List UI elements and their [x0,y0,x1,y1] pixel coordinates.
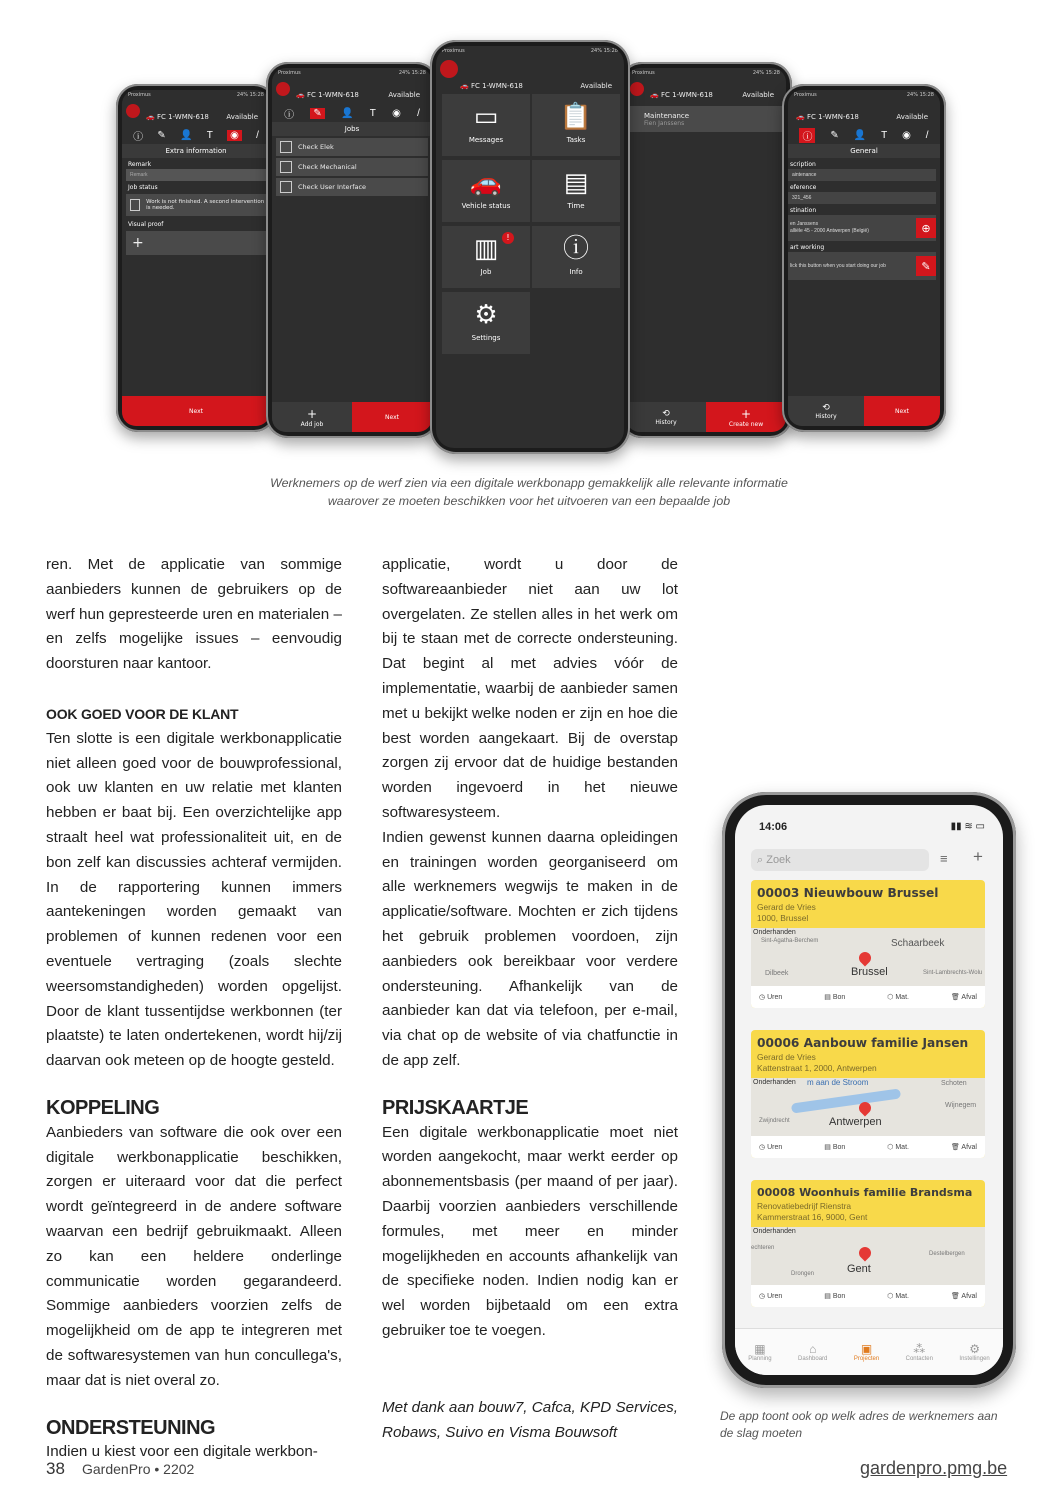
nav-dashboard[interactable]: ⌂ Dashboard [798,1342,828,1362]
camera-icon[interactable]: ◉ [227,130,242,141]
info-icon[interactable]: ⓘ [284,109,295,121]
app-header [272,82,432,104]
add-icon[interactable]: + [973,847,983,866]
user-icon[interactable]: 👤 [853,129,867,141]
people-icon: ⁂ [913,1342,926,1356]
camera-icon[interactable]: ◉ [902,129,911,141]
receipt-icon[interactable]: ▤ Bon [824,1144,846,1151]
steering-wheel-icon[interactable]: ⊕ [916,218,936,238]
gear-icon: ⚙ [474,300,498,330]
receipt-icon[interactable]: ▤ Bon [824,1293,846,1300]
status-bar: Proximus 24% 15:28 [278,70,426,76]
car-icon: 🚗 [469,168,503,198]
info-icon[interactable]: ⓘ [133,131,144,143]
calendar-icon: ▦ [754,1342,766,1356]
card-address: Kattenstraat 1, 2000, Antwerpen [757,1063,877,1073]
status-bar: Proximus 24% 15:28 [794,92,934,98]
reference-value: 321_456 [788,192,936,204]
user-icon[interactable]: 👤 [180,129,193,141]
status-bar: 14:06 [759,821,788,833]
logo-dot [126,104,140,118]
trash-icon[interactable]: 🗑 Afval [950,1293,977,1300]
box-icon[interactable]: ⬡ Mat. [887,1293,909,1300]
card-actions [751,1136,985,1158]
nav-projecten[interactable]: ▣ Projecten [853,1342,880,1362]
tool-icon[interactable]: T [206,129,213,141]
tile-vehicle-status[interactable]: 🚗 Vehicle status [442,160,530,222]
maintenance-item[interactable]: Maintenance Fien Janssens [630,106,782,132]
bottom-bar [788,396,940,426]
map [751,1078,985,1136]
card-client: Gerard de Vries [757,902,816,912]
nav-instellingen[interactable]: ⚙ Instellingen [959,1342,990,1362]
map-place: echteren [751,1245,775,1251]
add-job-button[interactable]: + Add job [272,402,352,432]
card-actions [751,986,985,1008]
card-title: 00006 Aanbouw familie Jansen [757,1036,969,1050]
logo-dot [630,82,644,96]
info-icon: ⓘ [562,234,589,264]
job-item[interactable]: Check Mechanical [276,158,428,176]
page-number: 38 [46,1459,65,1478]
card-actions [751,1285,985,1307]
trash-icon[interactable]: 🗑 Afval [950,1144,977,1151]
map-city: Antwerpen [829,1116,882,1128]
app-header [436,60,624,96]
map-place: Drongen [791,1271,815,1277]
tool-icon[interactable]: T [369,107,376,119]
start-working-label: art working [790,244,825,251]
job-item[interactable]: Check Elek [276,138,428,156]
history-button[interactable]: ⟲ History [788,396,864,426]
vehicle-label: 🚗 FC 1-WMN-618 [796,113,859,121]
pen-icon[interactable]: / [256,129,259,141]
phone-jobs [266,62,438,438]
status-label: Onderhanden [753,929,796,936]
availability-label: Available [226,113,258,121]
section-title: Extra information [122,144,270,158]
heading-ondersteuning: ONDERSTEUNING [46,1416,216,1439]
magazine-issue: GardenPro • 2202 [82,1461,195,1477]
map-place: Wijnegem [945,1102,977,1109]
heading-prijskaartje: PRIJSKAARTJE [382,1096,529,1119]
phone-extra-info [116,84,276,432]
job-status-checkbox[interactable]: Work is not finished. A second intervention is needed. [126,194,266,216]
clock-icon[interactable]: ◷ Uren [759,1293,783,1300]
map-place: Zwijndrecht [759,1118,790,1124]
description-value: aintenance [788,169,936,181]
status-bar: Proximus 24% 15:28 [128,92,264,98]
gear-icon: ⚙ [969,1342,980,1356]
tab-icons[interactable] [272,104,432,122]
trash-icon[interactable]: 🗑 Afval [950,994,977,1001]
bottom-bar [626,402,786,432]
box-icon[interactable]: ⬡ Mat. [887,994,909,1001]
section-title: Jobs [272,122,432,136]
map-place: Dilbeek [765,970,789,977]
tab-icons[interactable] [788,126,940,144]
next-button[interactable]: Next [352,402,432,432]
status-label: Onderhanden [753,1228,796,1235]
tile-job[interactable]: ▥ Job ! [442,226,530,288]
map-place: m aan de Stroom [807,1078,869,1087]
create-new-button[interactable]: + Create new [706,402,786,432]
map-place: Schaarbeek [891,938,945,949]
project-card[interactable] [751,1180,985,1307]
document-icon: ▥ [473,234,499,264]
app-header [122,104,270,126]
logo-dot [440,60,458,78]
card-title: 00003 Nieuwbouw Brussel [757,886,939,900]
remark-input[interactable]: Remark [126,169,266,181]
tile-time[interactable]: ▤ Time [532,160,620,222]
destination-value: en Janssens alliële 45 - 2000 Antwerpen (België) [790,221,869,234]
iphone-mockup [722,792,1016,1388]
card-address: 1000, Brussel [757,913,809,923]
pen-icon[interactable]: / [925,129,929,141]
bottom-nav [735,1328,1003,1375]
map-place: Schoten [941,1080,967,1087]
heading-koppeling: KOPPELING [46,1096,160,1119]
availability-label: Available [580,82,612,90]
column-1 [46,553,342,1465]
website-link[interactable]: gardenpro.pmg.be [860,1458,1008,1478]
clock-icon[interactable]: ◷ Uren [759,1144,783,1151]
clipboard-icon: ▣ [860,1342,873,1356]
map [751,928,985,986]
project-card[interactable] [751,1030,985,1158]
vehicle-label: 🚗 FC 1-WMN-618 [296,91,359,99]
status-bar: Proximus 24% 15:28 [442,48,618,54]
project-card[interactable] [751,880,985,1008]
paragraph: Aanbieders van software die ook over een digitale werkbonapplicatie beschikken, zorgen er uiteraard voor dat die perfect wordt geïntegreerd in de andere software waarvan een bedrijf gebruikmaakt. Alleen zo kan een heldere onderlinge communicatie worden gegarandeerd. Sommige aanbieders voorzien zelfs de mogelijkheid om de app te integreren met de softwaresystemen van hun concullega's, maar dat is niet overal zo. [46,1123,342,1389]
tile-tasks[interactable]: 📋 Tasks [532,94,620,156]
tile-info[interactable]: ⓘ Info [532,226,620,288]
wrench-icon[interactable]: ✎ [157,129,166,141]
job-item[interactable]: Check User Interface [276,178,428,196]
availability-label: Available [388,91,420,99]
map-pin-icon [857,1245,874,1262]
add-photo-button[interactable]: + [126,231,266,255]
description-label: scription [790,161,816,168]
card-title: 00008 Woonhuis familie Brandsma [757,1186,973,1199]
status-bar: Proximus 24% 15:28 [632,70,780,76]
phone-maintenance [620,62,792,438]
card-client: Gerard de Vries [757,1052,816,1062]
column-2 [382,553,678,1344]
availability-label: Available [896,113,928,121]
pen-icon[interactable]: / [417,107,420,119]
paragraph: Ten slotte is een digitale werkbonapplicatie niet alleen goed voor de bouwprofessional, ook uw klanten en uw relatie met klanten hebben er baat bij. Een overzichtelijke app straalt heel wat professionaliteit uit, en de bon zelf kan discussies achteraf vermijden. In de rapportering kunnen immers aantekeningen worden gemaakt van problemen of kunnen redenen voor een eventuele vertraging (zoals slechte weersomstandigheden) worden opgelijst. Door de klant tussentijdse werkbonnen (ter plaatste) te laten ondertekenen, wordt hij/zij daarvan ook meteen op de hoogte gesteld. [46,729,342,1070]
remark-label: Remark [128,161,152,168]
app-header [788,104,940,126]
heading-ook-goed: OOK GOED VOOR DE KLANT [46,705,239,722]
acknowledgement: Met dank aan bouw7, Cafca, KPD Services, Robaws, Suivo en Visma Bouwsoft [382,1399,678,1441]
map-city: Gent [847,1263,871,1275]
vehicle-label: 🚗 FC 1-WMN-618 [650,91,713,99]
tile-settings[interactable]: ⚙ Settings [442,292,530,354]
paragraph: applicatie, wordt u door de softwareaanbieder niet aan uw lot overgelaten. Ze stellen alles in het werk om bij te staan met de correcte ondersteuning. Dat begint al met advies vóór de implementatie, waarbij de aanbieder samen met u bekijkt welke noden er zijn en hoe die best worden aangekaart. Bij de overstap zorgen zij ervoor dat de huidige bestanden worden ingevoerd in het nieuwe softwaresysteem. [382,556,678,821]
reference-label: eference [790,184,817,191]
phone-menu [430,40,630,454]
search-input[interactable]: ⌕ Zoek [751,849,929,871]
paragraph: Indien gewenst kunnen daarna opleidingen en trainingen worden georganiseerd om alle werknemers wegwijs te maken in de applicatie/software. Mochten er zich tijdens het gebruik problemen voordoen, zijn aanbieders ook bereikbaar voor verdere ondersteuning. Afhankelijk van de aanbieder kan dat via telefoon, per e-mail, via chat op de website of via chatfunctie in de app zelf. [382,828,678,1069]
tab-icons[interactable] [122,126,270,144]
tool-icon[interactable]: T [881,129,888,141]
history-button[interactable]: ⟲ History [626,402,706,432]
visual-proof-label: Visual proof [128,221,164,228]
section-title: General [788,144,940,158]
map-place: Sint-Lambrechts-Wolu [923,970,983,976]
paragraph: Een digitale werkbonapplicatie moet niet worden aangekocht, maar werkt eerder op abonnementsbasis (per maand of per jaar). Daarbij voorzien aanbieders verschillende formules, met meer en minder mogelijkheden en accounts afhankelijk van de specifieke noden. Indien nodig kan er wel worden bijbetaald om een extra gebruiker toe te voegen. [382,1123,678,1339]
figure-caption-right: De app toont ook op welk adres de werknemers aan de slag moeten [720,1409,998,1440]
vehicle-label: 🚗 FC 1-WMN-618 [146,113,209,121]
info-icon[interactable]: ⓘ [799,128,815,143]
status-label: Onderhanden [753,1079,796,1086]
card-client: Renovatiebedrijf Rienstra [757,1201,852,1211]
box-icon[interactable]: ⬡ Mat. [887,1144,909,1151]
map-pin-icon [857,950,874,967]
phone-general [782,84,946,432]
wrench-icon[interactable]: ✎ [310,108,324,119]
map [751,1227,985,1285]
start-working-hint: lick this button when you start doing our job [790,262,886,269]
paragraph: Indien u kiest voor een digitale werkbon- [46,1443,318,1461]
user-icon[interactable]: 👤 [341,107,354,119]
logo-dot [276,82,290,96]
wrench-icon[interactable]: ✎ [830,129,839,141]
figure-caption-top: Werknemers op de werf zien via een digitale werkbonapp gemakkelijk alle relevante informatie waarover ze moeten beschikken voor het uitvoeren van een bepaalde job [270,476,788,508]
map-place: Sint-Agatha-Berchem [761,938,819,944]
home-icon: ⌂ [809,1342,817,1356]
job-badge: ! [502,232,514,244]
destination-row [788,215,936,241]
paragraph: ren. Met de applicatie van sommige aanbieders kunnen de gebruikers op de werf hun gepresteerde uren en materialen – en zelfs mogelijke issues – eenvoudig doorsturen naar kantoor. [46,556,342,673]
vehicle-label: 🚗 FC 1-WMN-618 [460,82,523,90]
destination-label: stination [790,207,817,214]
bottom-bar [122,396,270,426]
pencil-icon[interactable]: ✎ [916,256,936,276]
availability-label: Available [742,91,774,99]
clock-icon[interactable]: ◷ Uren [759,994,783,1001]
tile-messages[interactable]: ▭ Messages [442,94,530,156]
nav-contacten[interactable]: ⁂ Contacten [905,1342,933,1362]
camera-icon[interactable]: ◉ [392,107,401,119]
job-status-label: Job status [128,184,158,191]
id-card-icon: ▤ [563,168,589,198]
bottom-bar [272,402,432,432]
clipboard-icon: 📋 [559,102,593,132]
message-icon: ▭ [473,102,499,132]
filter-icon[interactable]: ≡ [940,851,948,866]
nav-planning[interactable]: ▦ Planning [748,1342,772,1362]
map-city: Brussel [851,966,888,978]
signal-icon: ▮▮ ≋ ▭ [950,821,985,832]
next-button[interactable]: Next [122,396,270,426]
receipt-icon[interactable]: ▤ Bon [824,994,846,1001]
map-place: Destelbergen [929,1251,965,1257]
start-working-row [788,252,936,280]
app-header [626,82,786,104]
water [791,1088,901,1113]
next-button[interactable]: Next [864,396,940,426]
card-address: Kammerstraat 16, 9000, Gent [757,1212,868,1222]
